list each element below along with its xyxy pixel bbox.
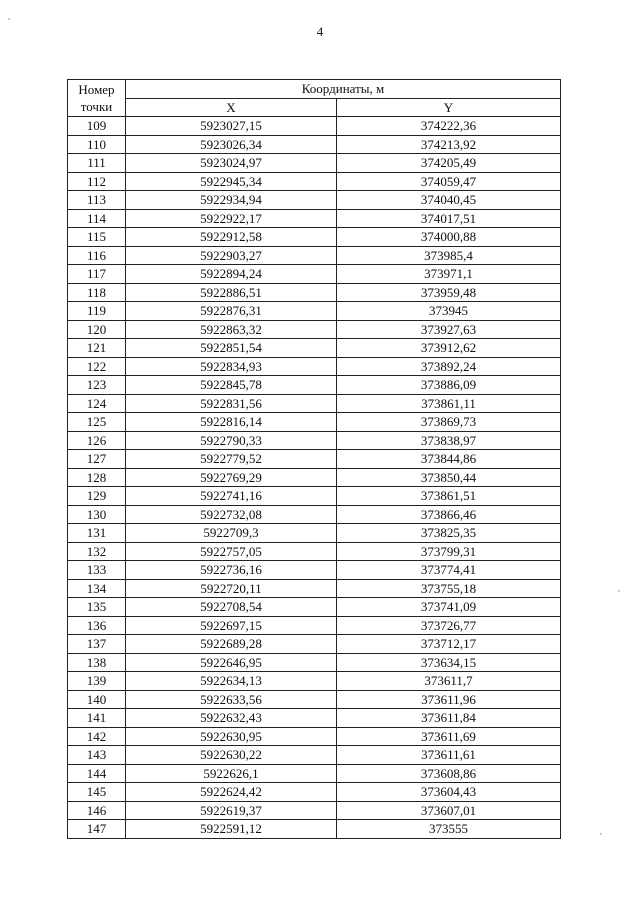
- table-row: [68, 561, 561, 580]
- point-number-cell: 129: [68, 487, 126, 506]
- point-number-cell: 115: [68, 228, 126, 247]
- point-number-cell: 128: [68, 468, 126, 487]
- x-coordinate-cell: 5922816,14: [126, 413, 337, 432]
- y-coordinate-cell: 373945: [337, 302, 561, 321]
- y-coordinate-cell: 373886,09: [337, 376, 561, 395]
- y-coordinate-cell: 373844,86: [337, 450, 561, 469]
- table-row: [68, 357, 561, 376]
- y-coordinate-cell: 374059,47: [337, 172, 561, 191]
- point-number-cell: 134: [68, 579, 126, 598]
- y-coordinate-cell: 373604,43: [337, 783, 561, 802]
- table-row: [68, 635, 561, 654]
- point-number-cell: 116: [68, 246, 126, 265]
- x-coordinate-cell: 5922912,58: [126, 228, 337, 247]
- table-row: [68, 191, 561, 210]
- x-coordinate-cell: 5922619,37: [126, 801, 337, 820]
- point-number-cell: 146: [68, 801, 126, 820]
- table-row: [68, 135, 561, 154]
- x-coordinate-cell: 5922624,42: [126, 783, 337, 802]
- x-coordinate-cell: 5922697,15: [126, 616, 337, 635]
- x-coordinate-cell: 5922591,12: [126, 820, 337, 839]
- scan-speck: [8, 18, 10, 20]
- x-coordinate-cell: 5922876,31: [126, 302, 337, 321]
- x-coordinate-cell: 5922708,54: [126, 598, 337, 617]
- y-coordinate-cell: 373861,51: [337, 487, 561, 506]
- table-row: [68, 376, 561, 395]
- point-number-cell: 113: [68, 191, 126, 210]
- table-row: [68, 246, 561, 265]
- table-row: [68, 579, 561, 598]
- x-coordinate-cell: 5922646,95: [126, 653, 337, 672]
- point-number-cell: 124: [68, 394, 126, 413]
- y-coordinate-cell: 373634,15: [337, 653, 561, 672]
- point-number-cell: 139: [68, 672, 126, 691]
- table-row: [68, 339, 561, 358]
- table-row: [68, 616, 561, 635]
- y-coordinate-cell: 373712,17: [337, 635, 561, 654]
- point-number-header: [68, 80, 126, 117]
- table-row: [68, 727, 561, 746]
- x-coordinate-cell: 5922834,93: [126, 357, 337, 376]
- y-coordinate-cell: 374222,36: [337, 117, 561, 136]
- y-coordinate-cell: 373611,84: [337, 709, 561, 728]
- table-row: [68, 431, 561, 450]
- y-coordinate-cell: 374000,88: [337, 228, 561, 247]
- x-coordinate-cell: 5922886,51: [126, 283, 337, 302]
- point-number-cell: 114: [68, 209, 126, 228]
- y-coordinate-cell: 373774,41: [337, 561, 561, 580]
- x-coordinate-cell: 5922922,17: [126, 209, 337, 228]
- point-number-cell: 140: [68, 690, 126, 709]
- x-coordinate-cell: 5922732,08: [126, 505, 337, 524]
- point-number-cell: 147: [68, 820, 126, 839]
- point-number-cell: 143: [68, 746, 126, 765]
- y-coordinate-cell: 373959,48: [337, 283, 561, 302]
- point-number-cell: 144: [68, 764, 126, 783]
- table-row: [68, 653, 561, 672]
- y-coordinate-cell: 373825,35: [337, 524, 561, 543]
- point-number-cell: 110: [68, 135, 126, 154]
- x-coordinate-cell: 5923026,34: [126, 135, 337, 154]
- scan-speck: [618, 590, 620, 592]
- table-row: [68, 820, 561, 839]
- table-row: [68, 783, 561, 802]
- y-coordinate-cell: 373611,7: [337, 672, 561, 691]
- point-number-cell: 141: [68, 709, 126, 728]
- y-coordinate-cell: 373799,31: [337, 542, 561, 561]
- point-number-cell: 135: [68, 598, 126, 617]
- x-coordinate-cell: 5922894,24: [126, 265, 337, 284]
- x-coordinate-cell: 5922689,28: [126, 635, 337, 654]
- x-coordinate-cell: 5922709,3: [126, 524, 337, 543]
- table-row: [68, 283, 561, 302]
- y-coordinate-cell: 373611,96: [337, 690, 561, 709]
- point-number-cell: 119: [68, 302, 126, 321]
- point-number-header-line2: точки: [80, 99, 113, 114]
- point-number-cell: 118: [68, 283, 126, 302]
- table-row: [68, 394, 561, 413]
- x-coordinate-cell: 5922790,33: [126, 431, 337, 450]
- point-number-cell: 127: [68, 450, 126, 469]
- header-row-top: [68, 80, 561, 99]
- table-row: [68, 542, 561, 561]
- y-coordinate-cell: 374017,51: [337, 209, 561, 228]
- point-number-cell: 122: [68, 357, 126, 376]
- table-row: [68, 672, 561, 691]
- point-number-cell: 109: [68, 117, 126, 136]
- table-header: [68, 80, 561, 117]
- point-number-cell: 136: [68, 616, 126, 635]
- x-column-header: X: [126, 98, 337, 117]
- x-coordinate-cell: 5922736,16: [126, 561, 337, 580]
- scan-speck: [600, 833, 602, 835]
- y-coordinate-cell: 373971,1: [337, 265, 561, 284]
- coordinates-header: Координаты, м: [126, 80, 561, 99]
- y-coordinate-cell: 373607,01: [337, 801, 561, 820]
- table-row: [68, 265, 561, 284]
- x-coordinate-cell: 5922831,56: [126, 394, 337, 413]
- y-coordinate-cell: 373611,61: [337, 746, 561, 765]
- x-coordinate-cell: 5923024,97: [126, 154, 337, 173]
- table-body: [68, 117, 561, 839]
- point-number-cell: 131: [68, 524, 126, 543]
- x-coordinate-cell: 5922741,16: [126, 487, 337, 506]
- point-number-cell: 138: [68, 653, 126, 672]
- y-coordinate-cell: 373555: [337, 820, 561, 839]
- table-row: [68, 450, 561, 469]
- table-row: [68, 468, 561, 487]
- point-number-cell: 112: [68, 172, 126, 191]
- x-coordinate-cell: 5922851,54: [126, 339, 337, 358]
- x-coordinate-cell: 5922630,95: [126, 727, 337, 746]
- point-number-cell: 120: [68, 320, 126, 339]
- y-coordinate-cell: 373869,73: [337, 413, 561, 432]
- x-coordinate-cell: 5922634,13: [126, 672, 337, 691]
- point-number-header-line1: Номер: [78, 82, 115, 97]
- point-number-cell: 137: [68, 635, 126, 654]
- point-number-cell: 126: [68, 431, 126, 450]
- point-number-cell: 125: [68, 413, 126, 432]
- table-row: [68, 228, 561, 247]
- point-number-cell: 123: [68, 376, 126, 395]
- table-row: [68, 320, 561, 339]
- table-row: [68, 524, 561, 543]
- x-coordinate-cell: 5922630,22: [126, 746, 337, 765]
- y-coordinate-cell: 373838,97: [337, 431, 561, 450]
- x-coordinate-cell: 5922845,78: [126, 376, 337, 395]
- coordinates-table: [67, 79, 561, 839]
- y-column-header: Y: [337, 98, 561, 117]
- point-number-cell: 121: [68, 339, 126, 358]
- y-coordinate-cell: 373741,09: [337, 598, 561, 617]
- x-coordinate-cell: 5922779,52: [126, 450, 337, 469]
- x-coordinate-cell: 5922720,11: [126, 579, 337, 598]
- y-coordinate-cell: 374213,92: [337, 135, 561, 154]
- page-number: 4: [316, 24, 324, 39]
- table-row: [68, 505, 561, 524]
- y-coordinate-cell: 373892,24: [337, 357, 561, 376]
- table-row: [68, 487, 561, 506]
- y-coordinate-cell: 373755,18: [337, 579, 561, 598]
- table-row: [68, 117, 561, 136]
- y-coordinate-cell: 373850,44: [337, 468, 561, 487]
- y-coordinate-cell: 373608,86: [337, 764, 561, 783]
- table-row: [68, 413, 561, 432]
- table-row: [68, 172, 561, 191]
- y-coordinate-cell: 373927,63: [337, 320, 561, 339]
- table-row: [68, 801, 561, 820]
- y-coordinate-cell: 373985,4: [337, 246, 561, 265]
- y-coordinate-cell: 373912,62: [337, 339, 561, 358]
- y-coordinate-cell: 373861,11: [337, 394, 561, 413]
- point-number-cell: 142: [68, 727, 126, 746]
- x-coordinate-cell: 5922757,05: [126, 542, 337, 561]
- table-row: [68, 598, 561, 617]
- point-number-cell: 133: [68, 561, 126, 580]
- table-row: [68, 709, 561, 728]
- table-row: [68, 302, 561, 321]
- x-coordinate-cell: 5923027,15: [126, 117, 337, 136]
- x-coordinate-cell: 5922632,43: [126, 709, 337, 728]
- y-coordinate-cell: 373726,77: [337, 616, 561, 635]
- table-row: [68, 764, 561, 783]
- x-coordinate-cell: 5922945,34: [126, 172, 337, 191]
- x-coordinate-cell: 5922626,1: [126, 764, 337, 783]
- table-row: [68, 209, 561, 228]
- y-coordinate-cell: 373611,69: [337, 727, 561, 746]
- point-number-cell: 117: [68, 265, 126, 284]
- y-coordinate-cell: 374040,45: [337, 191, 561, 210]
- header-row-bottom: [68, 98, 561, 117]
- x-coordinate-cell: 5922903,27: [126, 246, 337, 265]
- x-coordinate-cell: 5922863,32: [126, 320, 337, 339]
- table-row: [68, 746, 561, 765]
- table-row: [68, 690, 561, 709]
- y-coordinate-cell: 374205,49: [337, 154, 561, 173]
- point-number-cell: 145: [68, 783, 126, 802]
- y-coordinate-cell: 373866,46: [337, 505, 561, 524]
- x-coordinate-cell: 5922633,56: [126, 690, 337, 709]
- point-number-cell: 111: [68, 154, 126, 173]
- table-row: [68, 154, 561, 173]
- point-number-cell: 132: [68, 542, 126, 561]
- x-coordinate-cell: 5922934,94: [126, 191, 337, 210]
- x-coordinate-cell: 5922769,29: [126, 468, 337, 487]
- point-number-cell: 130: [68, 505, 126, 524]
